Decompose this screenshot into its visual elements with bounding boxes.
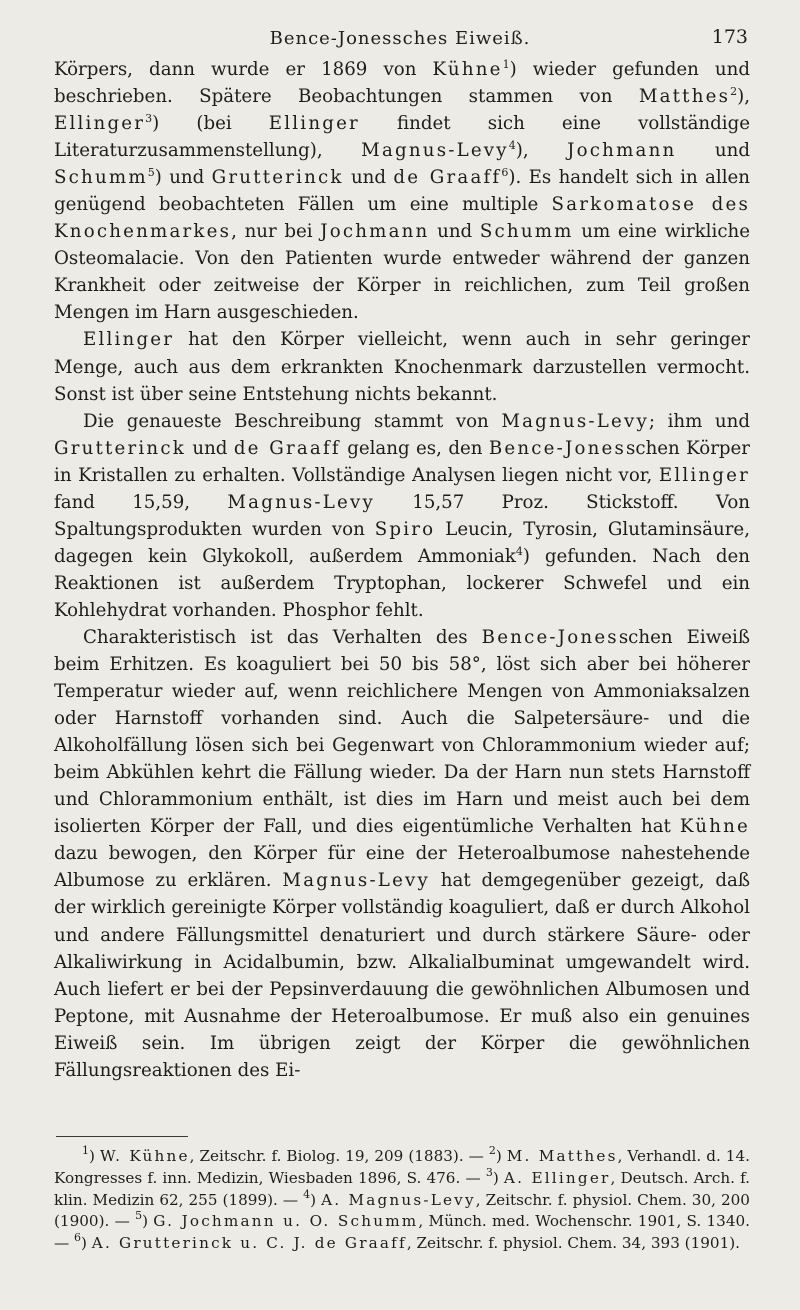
footnote-text: , Münch. med. Wochenschr. 1901, S. 1340. — [54,1212,750,1253]
footnotes [54,1146,750,1255]
text-run: ), [737,86,750,108]
footnote-divider [56,1136,188,1137]
text-run: Leucin, Tyrosin, Glutaminsäure, dagegen kein Glykokoll, außerdem Ammoniak [54,518,750,567]
author-name: Kühne [432,59,503,80]
author-name: Ellinger [658,464,750,486]
footnote-marker: 2 [488,1144,496,1157]
footnote-block: $^1$) W. Kühne, Zeitschr. f. Biolog. 19, 209 (1883). — $^2$) M. Matthes, Verhandl. d. 14. Kongresses f. inn. Medizin, Wiesbaden 1896, S. 476. — $^3$) A. Ellinger, Deutsch. Arch. f. klin. Medizin 62, 255 (1899). — $^4$) A. Magnus-Levy, Zeitschr. f. physiol. Chem. 30, 200 (1900). — $^5$) G. Jochmann u. O. Schumm, Münch. med. Wochenschr. 1901, S. 1340. — $^6$) A. Grutterinck u. C. J. de Graaff, Zeitschr. f. physiol. Chem. 34, 393 (1901). [54,1144,750,1253]
footnote-text: , Zeitschr. f. physiol. Chem. 30, 200 (1900). — [54,1190,750,1231]
text-run: und [185,437,234,459]
text-run: hat demgegenüber gezeigt, daß der wirklich gereinigte Körper vollständig koaguliert, daß er durch Alkohol und andere Fällungsmittel denaturiert und durch stärkere Säure- oder Alkaliwirkung in Acidalbumin, bzw. Alkalialbuminat umgewandelt wird. Auch liefert er bei der Pepsinverdauung die gewöhnlichen Albumosen und Peptone, mit Ausnahme der Heteroalbumose. Er muß also ein genuines Eiweiß sein. Im übrigen zeigt der Körper die gewöhnlichen Fällungsreaktionen des Ei- [54,870,750,1081]
author-name: Bence-Jones [481,626,619,648]
footnote-marker: 5 [135,1209,143,1223]
footnote-text: , Verhandl. d. 14. Kongresses f. inn. Medizin, Wiesbaden 1896, S. 476. — [54,1147,750,1187]
footnote-marker: 3 [485,1165,493,1179]
running-title: Bence-Jonessches Eiweiß. [269,28,531,49]
text-run: hat den Körper vielleicht, wenn auch in sehr geringer Menge, auch aus dem erkrankten Knochenmark darzustellen vermocht. Sonst ist über seine Entstehung nichts bekannt. [54,329,750,405]
footnote-ref: 5 [147,166,155,180]
text-run: ), [515,140,568,162]
text-run: Charakteristisch ist das Verhalten des [83,626,482,648]
footnote-ref: 1 [502,58,510,71]
main-text [54,56,750,1084]
author-name: Matthes [638,86,731,108]
text-run: und [429,221,480,243]
footnote-marker: 4 [303,1187,311,1201]
footnote-ref: 3 [145,112,153,126]
text-run: um eine wirkliche Osteomalacie. Von den Patienten wurde entweder während der ganzen Krankheit oder zeitweise der Körper in reichlichen, zum Teil großen Mengen im Harn ausgeschieden. [54,221,750,324]
footnote-ref: 6 [501,166,509,180]
paragraph-2 [54,326,750,407]
author-name: Ellinger [83,329,175,351]
text-run: ) und [154,167,212,189]
footnote-text: , Deutsch. Arch. f. klin. Medizin 62, 255 (1899). — [54,1168,750,1209]
footnote-marker: 1 [82,1144,89,1157]
text-run: , nur bei [231,221,321,243]
footnote-ref: 4 [515,544,523,558]
footnote-author: A. Magnus-Levy [321,1190,476,1209]
footnote-author: M. Matthes [506,1147,618,1165]
page-header [0,16,800,50]
author-name: Jochmann [567,140,677,162]
author-name: Schumm [54,167,148,189]
text-run: ) wieder gefunden und beschrieben. Spätere Beobachtungen stammen von [54,59,750,108]
page-number: 173 [711,26,748,48]
text-run: Die genaueste Beschreibung stammt von [83,410,502,432]
footnote-author: A. Ellinger [503,1168,611,1187]
footnote-ref: 4 [508,139,516,153]
paragraph-1 [54,56,750,326]
author-name: Kühne [679,816,750,838]
text-run: ; ihm und [648,410,750,432]
author-name: Magnus-Levy [282,870,430,892]
author-name: Magnus-Levy [361,140,509,162]
text-run: fand 15,59, [54,491,228,513]
footnote-text: , Zeitschr. f. Biolog. 19, 209 (1883). — [189,1147,489,1165]
author-name: Magnus-Levy [227,491,375,513]
text-run: ). Es handelt sich in allen genügend beobachteten Fällen um eine multiple [54,167,750,216]
author-name: de Graaff [233,437,341,459]
text-run: dazu bewogen, den Körper für eine der Heteroalbumose nahestehende Albumose zu erklären. [54,843,750,892]
text-run: Körpers, dann wurde er 1869 von [54,59,433,80]
author-name: Spiro [374,518,436,540]
text-run: und [343,167,394,189]
footnote-marker: 6 [74,1231,82,1245]
footnote-ref: 2 [730,85,738,99]
author-name: Magnus-Levy [501,410,649,432]
text-run: 15,57 Proz. Stickstoff. Von Spaltungsprodukten wurden von [54,491,750,540]
author-name: Ellinger [54,113,146,135]
footnote-author: W. Kühne [99,1147,190,1165]
author-name: Grutterinck [211,167,344,189]
author-name: de Graaff [393,167,502,189]
paragraph-3 [54,408,750,624]
author-name: Ellinger [268,113,360,135]
text-run: ) gefunden. Nach den Reaktionen ist außerdem Tryptophan, lockerer Schwefel und ein Kohlehydrat vorhanden. Phosphor fehlt. [54,545,750,621]
paragraph-4 [54,624,750,1084]
text-run: schen Eiweiß beim Erhitzen. Es koaguliert bei 50 bis 58°, löst sich aber bei höherer Temperatur wieder auf, wenn reichlichere Mengen von Ammoniaksalzen oder Harnstoff vorhanden sind. Auch die Salpetersäure- und die Alkoholfällung lösen sich bei Gegenwart von Chlorammonium wieder auf; beim Abkühlen kehrt die Fällung wieder. Da der Harn nun stets Harnstoff und Chlorammonium enthält, ist dies im Harn und meist auch bei dem isolierten Körper der Fall, und dies eigentümliche Verhalten hat [54,626,750,838]
footnote-author: G. Jochmann u. O. Schumm [153,1212,419,1231]
text-run: findet sich eine vollständige Literaturzusammenstellung), [54,113,750,162]
emphasized-term: Sarkomatose des Knochenmarkes [54,194,750,243]
text-run: ) (bei [152,113,269,135]
footnote-text: , Zeitschr. f. physiol. Chem. 34, 393 (1901). [406,1234,741,1253]
footnote-author: A. Grutterinck u. C. J. de Graaff [91,1234,407,1253]
author-name: Bence-Jones [488,437,627,459]
text-run: gelang es, den [340,437,489,459]
author-name: Jochmann [320,221,430,243]
author-name: Grutterinck [54,437,186,459]
text-run: und [676,140,750,162]
text-run: schen Körper in Kristallen zu erhalten. Vollständige Analysen liegen nicht vor, [54,437,750,486]
author-name: Schumm [479,221,574,243]
